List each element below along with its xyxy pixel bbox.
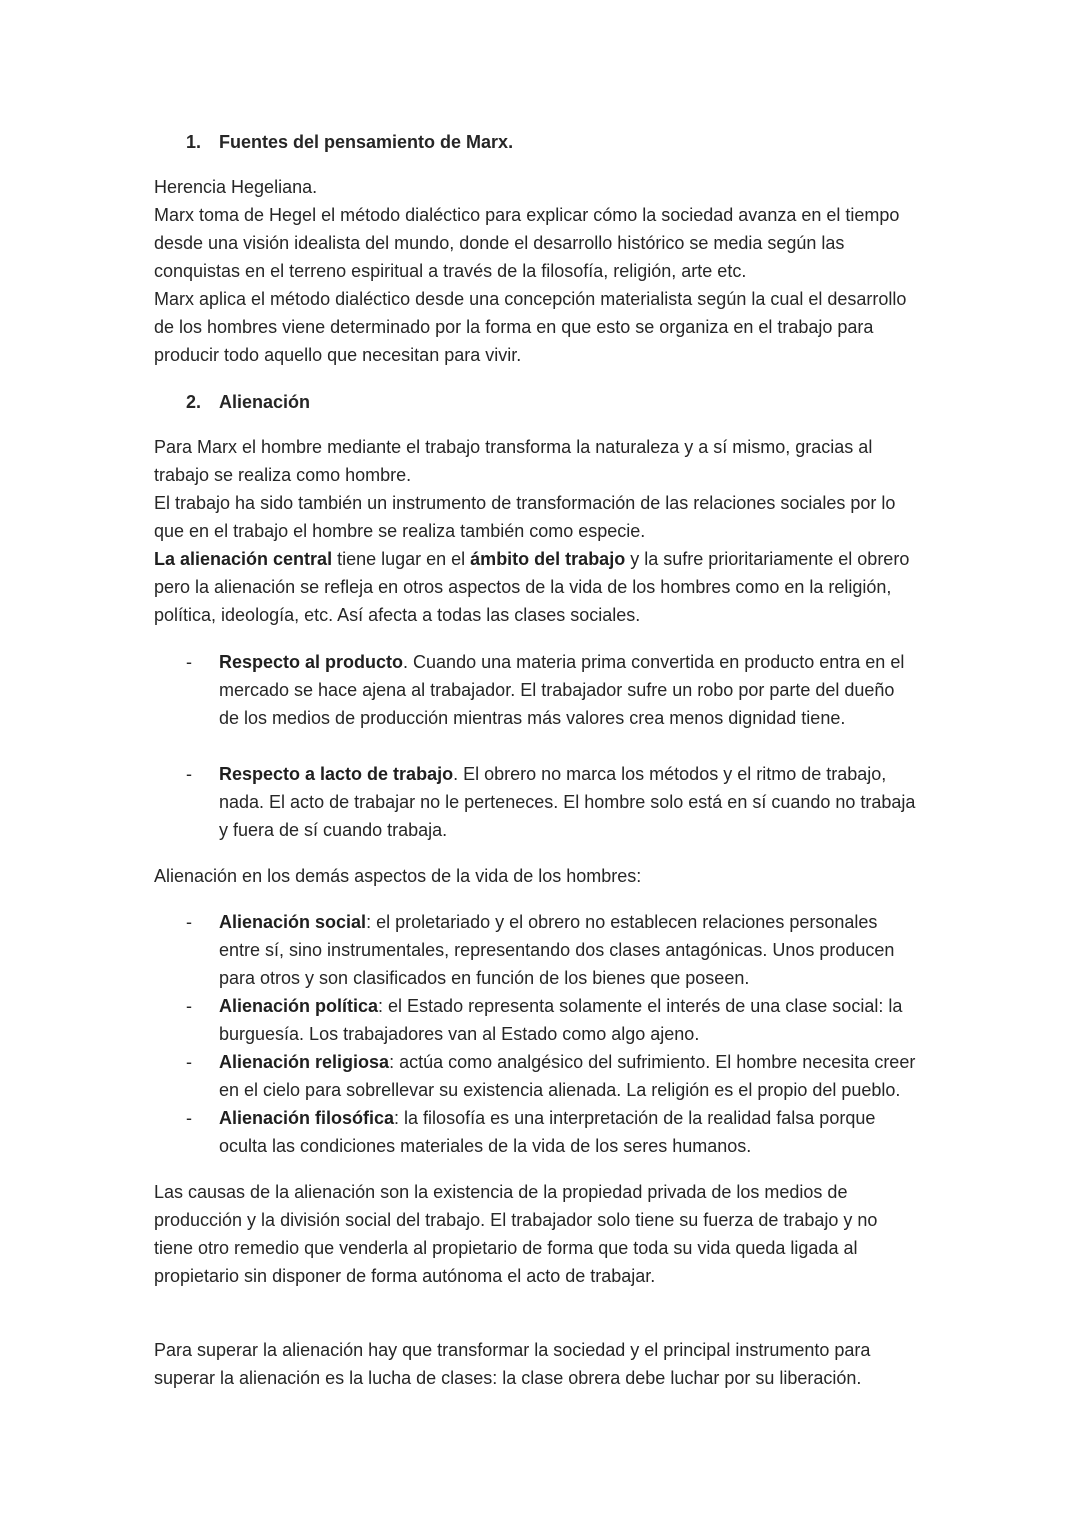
paragraph-line: Las causas de la alienación son la existencia de la propiedad privada de los medios de: [154, 1182, 848, 1202]
paragraph-line: Marx toma de Hegel el método dialéctico para explicar cómo la sociedad avanza en el tiempo: [154, 205, 900, 225]
text-run: : actúa como analgésico del sufrimiento. El hombre necesita creer: [389, 1052, 916, 1072]
bullet-line: [219, 762, 886, 786]
bullet-line: entre sí, sino instrumentales, representando dos clases antagónicas. Unos producen: [219, 940, 895, 960]
bullet-marker: -: [186, 912, 192, 932]
paragraph-line: trabajo se realiza como hombre.: [154, 465, 412, 485]
paragraph-line: Para Marx el hombre mediante el trabajo transforma la naturaleza y a sí mismo, gracias al: [154, 437, 873, 457]
bullet-marker: -: [186, 764, 192, 784]
bullet-line: [219, 910, 877, 934]
paragraph-line: Alienación en los demás aspectos de la vida de los hombres:: [154, 866, 642, 886]
bullet-marker: -: [186, 996, 192, 1016]
bold-term: Respecto al producto: [219, 652, 404, 672]
paragraph-line: Marx aplica el método dialéctico desde una concepción materialista según la cual el desarrollo: [154, 289, 907, 309]
section-2-number: 2.: [186, 392, 202, 412]
paragraph-line: Para superar la alienación hay que transformar la sociedad y el principal instrumento para: [154, 1340, 871, 1360]
bullet-line: [219, 1050, 915, 1074]
bullet-line: de los medios de producción mientras más valores crea menos dignidad tiene.: [219, 708, 846, 728]
bullet-line: [219, 994, 902, 1018]
bullet-line: y fuera de sí cuando trabaja.: [219, 820, 448, 840]
bullet-marker: -: [186, 1052, 192, 1072]
paragraph-line: de los hombres viene determinado por la forma en que esto se organiza en el trabajo para: [154, 317, 874, 337]
bold-term: Respecto a lacto de trabajo: [219, 764, 454, 784]
paragraph-line: superar la alienación es la lucha de clases: la clase obrera debe luchar por su liberación.: [154, 1368, 862, 1388]
text-run: . Cuando una materia prima convertida en producto entra en el: [403, 652, 905, 672]
paragraph-line: tiene otro remedio que venderla al propietario de forma que toda su vida queda ligada al: [154, 1238, 858, 1258]
bold-term: Alienación política: [219, 996, 379, 1016]
bullet-line: oculta las condiciones materiales de la vida de los seres humanos.: [219, 1136, 752, 1156]
bold-term: La alienación central: [154, 549, 333, 569]
paragraph-line: [154, 547, 909, 571]
section-2-title: Alienación: [219, 392, 311, 412]
text-run: : la filosofía es una interpretación de la realidad falsa porque: [394, 1108, 876, 1128]
bullet-line: mercado se hace ajena al trabajador. El trabajador sufre un robo por parte del dueño: [219, 680, 895, 700]
bold-term: Alienación religiosa: [219, 1052, 390, 1072]
text-run: : el proletariado y el obrero no establecen relaciones personales: [366, 912, 878, 932]
text-run: y la sufre prioritariamente el obrero: [625, 549, 910, 569]
paragraph-line: que en el trabajo el hombre se realiza también como especie.: [154, 521, 646, 541]
bullet-marker: -: [186, 652, 192, 672]
bullet-marker: -: [186, 1108, 192, 1128]
bold-term: Alienación filosófica: [219, 1108, 395, 1128]
paragraph-line: Herencia Hegeliana.: [154, 177, 318, 197]
text-run: : el Estado representa solamente el interés de una clase social: la: [378, 996, 903, 1016]
paragraph-line: conquistas en el terreno espiritual a través de la filosofía, religión, arte etc.: [154, 261, 747, 281]
bullet-line: [219, 1106, 875, 1130]
bullet-line: nada. El acto de trabajar no le perteneces. El hombre solo está en sí cuando no trabaja: [219, 792, 916, 812]
text-run: tiene lugar en el: [332, 549, 471, 569]
paragraph-line: pero la alienación se refleja en otros aspectos de la vida de los hombres como en la religión,: [154, 577, 892, 597]
bold-term: ámbito del trabajo: [470, 549, 626, 569]
text-run: . El obrero no marca los métodos y el ritmo de trabajo,: [453, 764, 887, 784]
paragraph-line: desde una visión idealista del mundo, donde el desarrollo histórico se media según las: [154, 233, 845, 253]
bullet-line: burguesía. Los trabajadores van al Estado como algo ajeno.: [219, 1024, 700, 1044]
bullet-line: en el cielo para sobrellevar su existencia alienada. La religión es el propio del pueblo.: [219, 1080, 901, 1100]
section-1-number: 1.: [186, 132, 202, 152]
bullet-line: [219, 650, 904, 674]
bullet-line: para otros y son clasificados en función de los bienes que poseen.: [219, 968, 750, 988]
paragraph-line: propietario sin disponer de forma autónoma el acto de trabajar.: [154, 1266, 656, 1286]
paragraph-line: política, ideología, etc. Así afecta a todas las clases sociales.: [154, 605, 641, 625]
paragraph-line: producir todo aquello que necesitan para vivir.: [154, 345, 522, 365]
section-1-title: Fuentes del pensamiento de Marx.: [219, 132, 514, 152]
paragraph-line: producción y la división social del trabajo. El trabajador solo tiene su fuerza de trabajo y no: [154, 1210, 878, 1230]
bold-term: Alienación social: [219, 912, 367, 932]
paragraph-line: El trabajo ha sido también un instrumento de transformación de las relaciones sociales por lo: [154, 493, 896, 513]
